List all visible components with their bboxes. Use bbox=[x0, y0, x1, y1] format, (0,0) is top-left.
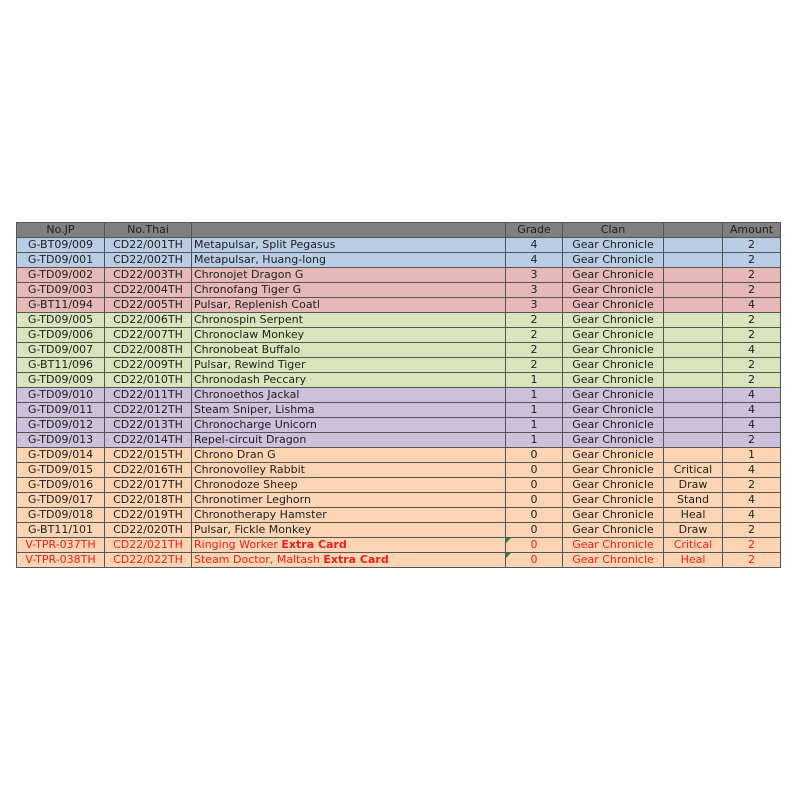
cell-no-thai[interactable]: CD22/009TH bbox=[105, 358, 192, 373]
cell-trigger[interactable] bbox=[664, 253, 723, 268]
table-row bbox=[17, 493, 781, 508]
cell-no-thai[interactable]: CD22/014TH bbox=[105, 433, 192, 448]
cell-no-jp[interactable]: G-BT09/009 bbox=[17, 238, 105, 253]
cell-card-name[interactable] bbox=[192, 268, 506, 283]
cell-grade[interactable]: 1 bbox=[506, 403, 563, 418]
cell-grade[interactable]: 0 bbox=[506, 538, 563, 553]
cell-trigger[interactable] bbox=[664, 448, 723, 463]
cell-amount[interactable]: 2 bbox=[723, 433, 781, 448]
table-row bbox=[17, 268, 781, 283]
cell-no-thai[interactable]: CD22/019TH bbox=[105, 508, 192, 523]
cell-clan[interactable]: Gear Chronicle bbox=[563, 553, 664, 568]
cell-grade[interactable]: 0 bbox=[506, 463, 563, 478]
cell-clan[interactable]: Gear Chronicle bbox=[563, 523, 664, 538]
cell-no-jp[interactable]: G-BT11/094 bbox=[17, 298, 105, 313]
cell-clan[interactable]: Gear Chronicle bbox=[563, 268, 664, 283]
cell-no-thai[interactable]: CD22/021TH bbox=[105, 538, 192, 553]
cell-grade[interactable]: 2 bbox=[506, 358, 563, 373]
cell-no-thai[interactable]: CD22/002TH bbox=[105, 253, 192, 268]
cell-card-name[interactable] bbox=[192, 538, 506, 553]
cell-clan[interactable]: Gear Chronicle bbox=[563, 388, 664, 403]
cell-grade[interactable]: 2 bbox=[506, 328, 563, 343]
cell-clan[interactable]: Gear Chronicle bbox=[563, 343, 664, 358]
cell-amount[interactable]: 2 bbox=[723, 328, 781, 343]
cell-trigger[interactable] bbox=[664, 373, 723, 388]
cell-no-jp[interactable]: G-BT11/101 bbox=[17, 523, 105, 538]
cell-trigger[interactable] bbox=[664, 418, 723, 433]
table-row bbox=[17, 463, 781, 478]
cell-trigger[interactable]: Stand bbox=[664, 493, 723, 508]
cell-no-jp[interactable]: G-TD09/016 bbox=[17, 478, 105, 493]
cell-no-jp[interactable]: G-TD09/001 bbox=[17, 253, 105, 268]
cell-grade[interactable]: 0 bbox=[506, 523, 563, 538]
cell-clan[interactable]: Gear Chronicle bbox=[563, 448, 664, 463]
table-row bbox=[17, 553, 781, 568]
cell-grade[interactable]: 0 bbox=[506, 508, 563, 523]
cell-amount[interactable]: 2 bbox=[723, 253, 781, 268]
cell-trigger[interactable] bbox=[664, 298, 723, 313]
cell-grade[interactable]: 0 bbox=[506, 448, 563, 463]
card-name-text: Chronocharge Unicorn bbox=[194, 418, 317, 431]
header-trigger[interactable] bbox=[664, 223, 723, 238]
table-row bbox=[17, 238, 781, 253]
card-name-text: Chronoclaw Monkey bbox=[194, 328, 305, 341]
cell-card-name[interactable] bbox=[192, 238, 506, 253]
card-name-text: Chronotherapy Hamster bbox=[194, 508, 327, 521]
card-name-text: Steam Sniper, Lishma bbox=[194, 403, 315, 416]
card-name-text: Chronojet Dragon G bbox=[194, 268, 304, 281]
cell-grade[interactable]: 0 bbox=[506, 478, 563, 493]
cell-no-thai[interactable]: CD22/001TH bbox=[105, 238, 192, 253]
cell-card-name[interactable] bbox=[192, 493, 506, 508]
cell-trigger[interactable] bbox=[664, 238, 723, 253]
card-name-text: Chronodash Peccary bbox=[194, 373, 307, 386]
card-rows bbox=[17, 238, 781, 568]
card-name-text: Pulsar, Replenish Coatl bbox=[194, 298, 320, 311]
table-row bbox=[17, 508, 781, 523]
cell-no-thai[interactable]: CD22/013TH bbox=[105, 418, 192, 433]
cell-clan[interactable]: Gear Chronicle bbox=[563, 238, 664, 253]
cell-grade[interactable]: 0 bbox=[506, 493, 563, 508]
card-name-text: Metapulsar, Huang-long bbox=[194, 253, 326, 266]
cell-card-name[interactable] bbox=[192, 313, 506, 328]
table-row bbox=[17, 538, 781, 553]
cell-grade[interactable]: 2 bbox=[506, 313, 563, 328]
cell-card-name[interactable] bbox=[192, 283, 506, 298]
table-row bbox=[17, 283, 781, 298]
cell-card-name[interactable] bbox=[192, 433, 506, 448]
card-name-text: Chronobeat Buffalo bbox=[194, 343, 301, 356]
cell-no-thai[interactable]: CD22/007TH bbox=[105, 328, 192, 343]
cell-grade[interactable]: 3 bbox=[506, 268, 563, 283]
cell-no-jp[interactable]: G-TD09/006 bbox=[17, 328, 105, 343]
cell-amount[interactable]: 2 bbox=[723, 313, 781, 328]
cell-card-name[interactable] bbox=[192, 358, 506, 373]
cell-clan[interactable]: Gear Chronicle bbox=[563, 253, 664, 268]
cell-grade[interactable]: 4 bbox=[506, 238, 563, 253]
cell-no-jp[interactable]: G-TD09/017 bbox=[17, 493, 105, 508]
cell-no-jp[interactable]: G-TD09/002 bbox=[17, 268, 105, 283]
header-clan[interactable]: Clan bbox=[563, 223, 664, 238]
card-name-text: Chrono Dran G bbox=[194, 448, 276, 461]
cell-grade[interactable]: 3 bbox=[506, 283, 563, 298]
card-name-text: Chronodoze Sheep bbox=[194, 478, 298, 491]
cell-trigger[interactable] bbox=[664, 268, 723, 283]
card-name-text: Pulsar, Rewind Tiger bbox=[194, 358, 306, 371]
cell-no-thai[interactable]: CD22/010TH bbox=[105, 373, 192, 388]
cell-clan[interactable]: Gear Chronicle bbox=[563, 508, 664, 523]
table-row bbox=[17, 328, 781, 343]
card-name-text: Pulsar, Fickle Monkey bbox=[194, 523, 312, 536]
cell-trigger[interactable] bbox=[664, 358, 723, 373]
cell-card-name[interactable] bbox=[192, 478, 506, 493]
cell-amount[interactable]: 2 bbox=[723, 373, 781, 388]
table-row bbox=[17, 343, 781, 358]
header-no-jp[interactable]: No.JP bbox=[17, 223, 105, 238]
cell-amount[interactable]: 4 bbox=[723, 463, 781, 478]
cell-amount[interactable]: 2 bbox=[723, 523, 781, 538]
cell-amount[interactable]: 2 bbox=[723, 478, 781, 493]
header-amount[interactable]: Amount bbox=[723, 223, 781, 238]
cell-no-jp[interactable]: G-TD09/010 bbox=[17, 388, 105, 403]
cell-no-thai[interactable]: CD22/016TH bbox=[105, 463, 192, 478]
cell-amount[interactable]: 2 bbox=[723, 358, 781, 373]
cell-no-jp[interactable]: V-TPR-038TH bbox=[17, 553, 105, 568]
cell-amount[interactable]: 4 bbox=[723, 493, 781, 508]
cell-amount[interactable]: 2 bbox=[723, 268, 781, 283]
cell-amount[interactable]: 4 bbox=[723, 388, 781, 403]
cell-clan[interactable]: Gear Chronicle bbox=[563, 328, 664, 343]
cell-amount[interactable]: 4 bbox=[723, 298, 781, 313]
cell-trigger[interactable] bbox=[664, 403, 723, 418]
card-name-text: Repel-circuit Dragon bbox=[194, 433, 307, 446]
cell-trigger[interactable]: Critical bbox=[664, 538, 723, 553]
cell-no-jp[interactable]: G-BT11/096 bbox=[17, 358, 105, 373]
header-no-thai[interactable]: No.Thai bbox=[105, 223, 192, 238]
cell-grade[interactable]: 1 bbox=[506, 418, 563, 433]
cell-no-jp[interactable]: G-TD09/005 bbox=[17, 313, 105, 328]
header-name[interactable] bbox=[192, 223, 506, 238]
cell-amount[interactable]: 2 bbox=[723, 538, 781, 553]
table-row bbox=[17, 358, 781, 373]
cell-no-jp[interactable]: V-TPR-037TH bbox=[17, 538, 105, 553]
cell-no-thai[interactable]: CD22/005TH bbox=[105, 298, 192, 313]
cell-card-name[interactable] bbox=[192, 418, 506, 433]
cell-amount[interactable]: 4 bbox=[723, 343, 781, 358]
cell-card-name[interactable] bbox=[192, 403, 506, 418]
cell-no-thai[interactable]: CD22/012TH bbox=[105, 403, 192, 418]
card-name-text: Ringing Worker bbox=[194, 538, 278, 551]
card-name-text: Chronotimer Leghorn bbox=[194, 493, 311, 506]
cell-card-name[interactable] bbox=[192, 253, 506, 268]
cell-no-thai[interactable]: CD22/006TH bbox=[105, 313, 192, 328]
cell-trigger[interactable] bbox=[664, 388, 723, 403]
table-row bbox=[17, 418, 781, 433]
cell-no-thai[interactable]: CD22/020TH bbox=[105, 523, 192, 538]
cell-card-name[interactable] bbox=[192, 523, 506, 538]
cell-no-thai[interactable]: CD22/003TH bbox=[105, 268, 192, 283]
cell-grade[interactable]: 1 bbox=[506, 388, 563, 403]
cell-trigger[interactable] bbox=[664, 313, 723, 328]
cell-card-name[interactable] bbox=[192, 343, 506, 358]
card-name-text: Chronofang Tiger G bbox=[194, 283, 302, 296]
cell-no-jp[interactable]: G-TD09/014 bbox=[17, 448, 105, 463]
cell-grade[interactable]: 1 bbox=[506, 373, 563, 388]
cell-trigger[interactable]: Draw bbox=[664, 478, 723, 493]
cell-no-thai[interactable]: CD22/022TH bbox=[105, 553, 192, 568]
cell-trigger[interactable] bbox=[664, 343, 723, 358]
extra-card-tag: Extra Card bbox=[281, 538, 347, 551]
extra-card-tag: Extra Card bbox=[323, 553, 389, 566]
cell-no-jp[interactable]: G-TD09/011 bbox=[17, 403, 105, 418]
cell-amount[interactable]: 2 bbox=[723, 553, 781, 568]
cell-card-name[interactable] bbox=[192, 388, 506, 403]
cell-grade[interactable]: 1 bbox=[506, 433, 563, 448]
table-row bbox=[17, 403, 781, 418]
cell-amount[interactable]: 4 bbox=[723, 508, 781, 523]
cell-no-jp[interactable]: G-TD09/009 bbox=[17, 373, 105, 388]
cell-clan[interactable]: Gear Chronicle bbox=[563, 538, 664, 553]
cell-grade[interactable]: 3 bbox=[506, 298, 563, 313]
cell-no-jp[interactable]: G-TD09/013 bbox=[17, 433, 105, 448]
table-row bbox=[17, 433, 781, 448]
cell-no-jp[interactable]: G-TD09/003 bbox=[17, 283, 105, 298]
table-row bbox=[17, 253, 781, 268]
cell-amount[interactable]: 4 bbox=[723, 418, 781, 433]
cell-trigger[interactable]: Heal bbox=[664, 508, 723, 523]
cell-trigger[interactable]: Heal bbox=[664, 553, 723, 568]
cell-grade[interactable]: 0 bbox=[506, 553, 563, 568]
cell-trigger[interactable]: Draw bbox=[664, 523, 723, 538]
cell-card-name[interactable] bbox=[192, 463, 506, 478]
card-name-text: Chronospin Serpent bbox=[194, 313, 303, 326]
cell-trigger[interactable] bbox=[664, 433, 723, 448]
table-row bbox=[17, 448, 781, 463]
cell-clan[interactable]: Gear Chronicle bbox=[563, 493, 664, 508]
cell-no-thai[interactable]: CD22/018TH bbox=[105, 493, 192, 508]
cell-card-name[interactable] bbox=[192, 508, 506, 523]
cell-clan[interactable]: Gear Chronicle bbox=[563, 463, 664, 478]
cell-no-thai[interactable]: CD22/017TH bbox=[105, 478, 192, 493]
cell-no-thai[interactable]: CD22/008TH bbox=[105, 343, 192, 358]
card-list-table bbox=[16, 222, 781, 568]
table-row bbox=[17, 298, 781, 313]
cell-amount[interactable]: 4 bbox=[723, 403, 781, 418]
cell-card-name[interactable] bbox=[192, 448, 506, 463]
cell-no-thai[interactable]: CD22/004TH bbox=[105, 283, 192, 298]
header-grade[interactable]: Grade bbox=[506, 223, 563, 238]
cell-clan[interactable]: Gear Chronicle bbox=[563, 283, 664, 298]
cell-no-jp[interactable]: G-TD09/012 bbox=[17, 418, 105, 433]
cell-amount[interactable]: 1 bbox=[723, 448, 781, 463]
header-row bbox=[17, 223, 781, 238]
card-name-text: Metapulsar, Split Pegasus bbox=[194, 238, 336, 251]
card-name-text: Steam Doctor, Maltash bbox=[194, 553, 320, 566]
cell-card-name[interactable] bbox=[192, 553, 506, 568]
cell-trigger[interactable] bbox=[664, 328, 723, 343]
cell-amount[interactable]: 2 bbox=[723, 238, 781, 253]
table-row bbox=[17, 388, 781, 403]
cell-grade[interactable]: 4 bbox=[506, 253, 563, 268]
cell-no-thai[interactable]: CD22/015TH bbox=[105, 448, 192, 463]
table-row bbox=[17, 478, 781, 493]
cell-no-jp[interactable]: G-TD09/015 bbox=[17, 463, 105, 478]
cell-no-thai[interactable]: CD22/011TH bbox=[105, 388, 192, 403]
card-name-text: Chronovolley Rabbit bbox=[194, 463, 305, 476]
cell-grade[interactable]: 2 bbox=[506, 343, 563, 358]
cell-amount[interactable]: 2 bbox=[723, 283, 781, 298]
cell-clan[interactable]: Gear Chronicle bbox=[563, 478, 664, 493]
cell-clan[interactable]: Gear Chronicle bbox=[563, 433, 664, 448]
cell-clan[interactable]: Gear Chronicle bbox=[563, 373, 664, 388]
cell-clan[interactable]: Gear Chronicle bbox=[563, 358, 664, 373]
cell-no-jp[interactable]: G-TD09/007 bbox=[17, 343, 105, 358]
table-row bbox=[17, 373, 781, 388]
cell-card-name[interactable] bbox=[192, 328, 506, 343]
cell-trigger[interactable] bbox=[664, 283, 723, 298]
table-row bbox=[17, 313, 781, 328]
cell-clan[interactable]: Gear Chronicle bbox=[563, 403, 664, 418]
table-row bbox=[17, 523, 781, 538]
cell-clan[interactable]: Gear Chronicle bbox=[563, 298, 664, 313]
cell-card-name[interactable] bbox=[192, 298, 506, 313]
cell-card-name[interactable] bbox=[192, 373, 506, 388]
cell-clan[interactable]: Gear Chronicle bbox=[563, 418, 664, 433]
cell-trigger[interactable]: Critical bbox=[664, 463, 723, 478]
cell-no-jp[interactable]: G-TD09/018 bbox=[17, 508, 105, 523]
card-name-text: Chronoethos Jackal bbox=[194, 388, 300, 401]
cell-clan[interactable]: Gear Chronicle bbox=[563, 313, 664, 328]
